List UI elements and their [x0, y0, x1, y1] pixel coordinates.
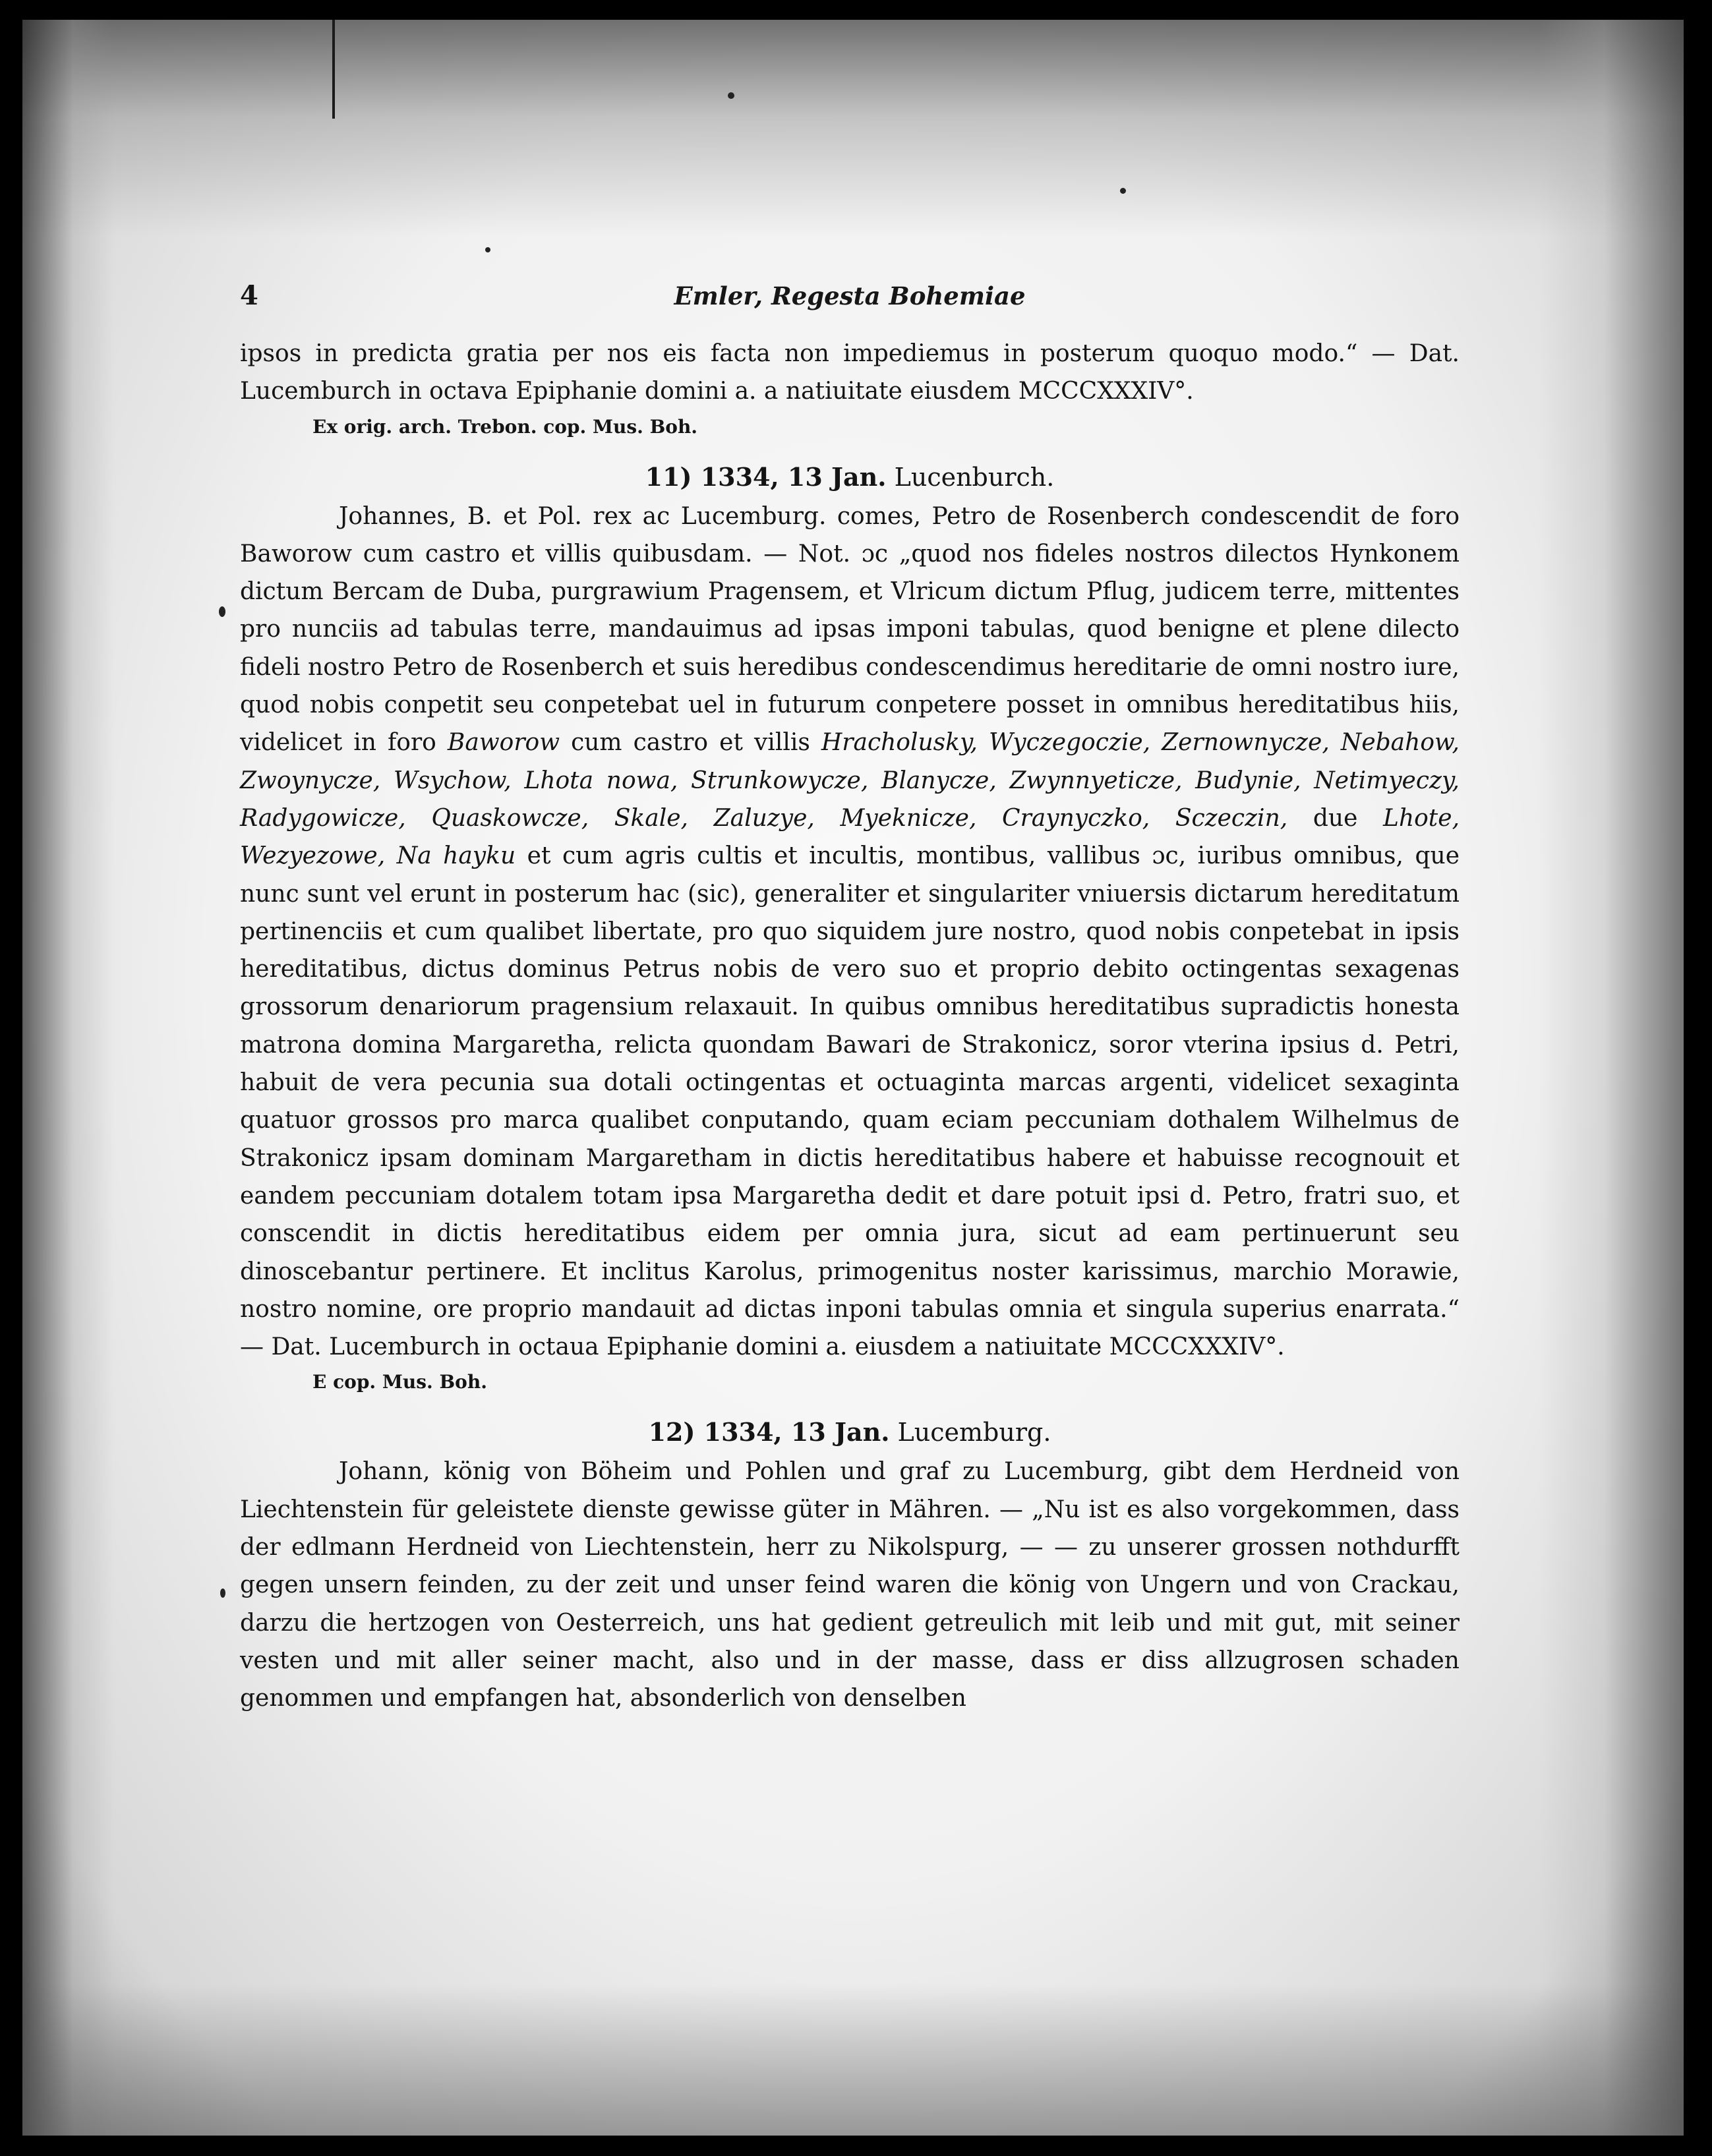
source-note: E cop. Mus. Boh. — [312, 1371, 487, 1393]
ink-speck — [1120, 188, 1126, 194]
ink-speck — [220, 1588, 225, 1598]
text-run: cum castro et villis — [560, 729, 821, 757]
text-run: Johann, könig von Böheim und Pohlen und graf zu Lucemburg, gibt dem Herdneid von Liechtenstein für geleistete dienste gewisse güter in Mähren. — „Nu ist es also vorgekommen, dass der edlmann Herdneid von Liechtenstein, herr zu Nikolspurg, — — zu unserer grossen nothdurfft gegen unsern feinden, zu der zeit und unser feind waren die könig von Ungern und von Crackau, darzu die hertzogen von Oesterreich, uns hat gedient getreulich mit leib und mit gut, mit seiner vesten und mit aller seiner macht, also und in der masse, dass er diss allzugrosen schaden genommen und empfangen hat, absonderlich von denselben — [240, 1458, 1460, 1712]
entry-heading — [240, 457, 1460, 498]
scanned-page — [22, 20, 1684, 2136]
page-number: 4 — [240, 280, 258, 311]
scan-shadow-top — [22, 20, 1684, 237]
paper-crease — [332, 20, 335, 119]
place-name-run: Baworow — [447, 729, 560, 757]
ink-speck — [219, 606, 225, 617]
entry-paragraph — [240, 1453, 1460, 1717]
scan-shadow-left — [22, 20, 115, 2136]
scan-shadow-right — [1539, 20, 1684, 2136]
running-head — [240, 280, 1460, 313]
ink-speck — [485, 247, 490, 252]
entry-place: Lucemburg. — [897, 1418, 1051, 1447]
entry-number-date: 12) 1334, 13 Jan. — [648, 1417, 890, 1447]
text-run: et cum agris cultis et incultis, montibus, vallibus ɔc, iuribus omnibus, que nunc sunt vel erunt in posterum hac (sic), generaliter et singulariter vniuersis dictarum hereditatum pertinenciis et cum qualibet libertate, pro quo siquidem jure nostro, quod nobis conpetebat in ipsis hereditatibus, dictus dominus Petrus nobis de vero suo et proprio debito octingentas sexagenas grossorum denariorum pragensium relaxauit. In quibus omnibus hereditatibus supradictis honesta matrona domina Margaretha, relicta quondam Bawari de Strakonicz, soror vterina ipsius d. Petri, habuit de vera pecunia sua dotali octingentas et octuaginta marcas argenti, videlicet sexaginta quatuor grossos pro marca qualibet conputando, quam eciam peccuniam dothalem Wilhelmus de Strakonicz ipsam dominam Margaretham in dictis hereditatibus habere et habuisse recognouit et eandem peccuniam dotalem totam ipsa Margaretha dedit et dare potuit ipsi d. Petro, fratri suo, et conscendit in dictis hereditatibus eidem per omnia jura, sicut ad eam pertinuerunt seu dinoscebantur pertinere. Et inclitus Karolus, primogenitus noster karissimus, marchio Morawie, nostro nomine, ore proprio mandauit ad dictas inponi tabulas omnia et singula superius enarrata.“ — Dat. Lucemburch in octaua Epiphanie domini a. eiusdem a natiuitate MCCCXXXIV°. — [240, 842, 1460, 1361]
entry-number-date: 11) 1334, 13 Jan. — [645, 461, 887, 492]
place-name-run: Lhote, Wezyezowe, Na hayku — [240, 804, 1460, 870]
entry-place: Lucenburch. — [894, 462, 1055, 492]
document-body — [240, 335, 1460, 1718]
text-run: due — [1287, 804, 1384, 832]
scan-shadow-bottom — [22, 1984, 1684, 2136]
place-name-run: Hracholusky, Wyczegoczie, Zernownycze, Nebahow, Zwoynycze, Wsychow, Lhota nowa, Strunkowycze, Blanycze, Zwynnyeticze, Budynie, Netimyeczy, Radygowicze, Quaskowcze, Skale, Zaluzye, Myeknicze, Craynyczko, Sczeczin, — [240, 729, 1460, 832]
running-title: Emler, Regesta Bohemiae — [674, 281, 1026, 310]
source-note: Ex orig. arch. Trebon. cop. Mus. Boh. — [312, 415, 698, 438]
entry-heading — [240, 1412, 1460, 1453]
entry-paragraph — [240, 498, 1460, 1366]
carryover-paragraph: ipsos in predicta gratia per nos eis facta non impediemus in posterum quoquo modo.“ — Dat. Lucemburch in octava Epiphanie domini a. a natiuitate eiusdem MCCCXXXIV°. — [240, 340, 1460, 405]
ink-speck — [728, 92, 734, 99]
text-run: Johannes, B. et Pol. rex ac Lucemburg. comes, Petro de Rosenberch condescendit de foro Baworow cum castro et villis quibusdam. — Not. ɔc „quod nos fideles nostros dilectos Hynkonem dictum Bercam de Duba, purgrawium Pragensem, et Vlricum dictum Pflug, judicem terre, mittentes pro nunciis ad tabulas terre, mandauimus ad ipsas imponi tabulas, quod benigne et plene dilecto fideli nostro Petro de Rosenberch et suis heredibus condescendimus hereditarie de omni nostro iure, quod nobis conpetit seu conpetebat uel in futurum conpetere posset in omnibus hereditatibus hiis, videlicet in foro — [240, 502, 1460, 757]
